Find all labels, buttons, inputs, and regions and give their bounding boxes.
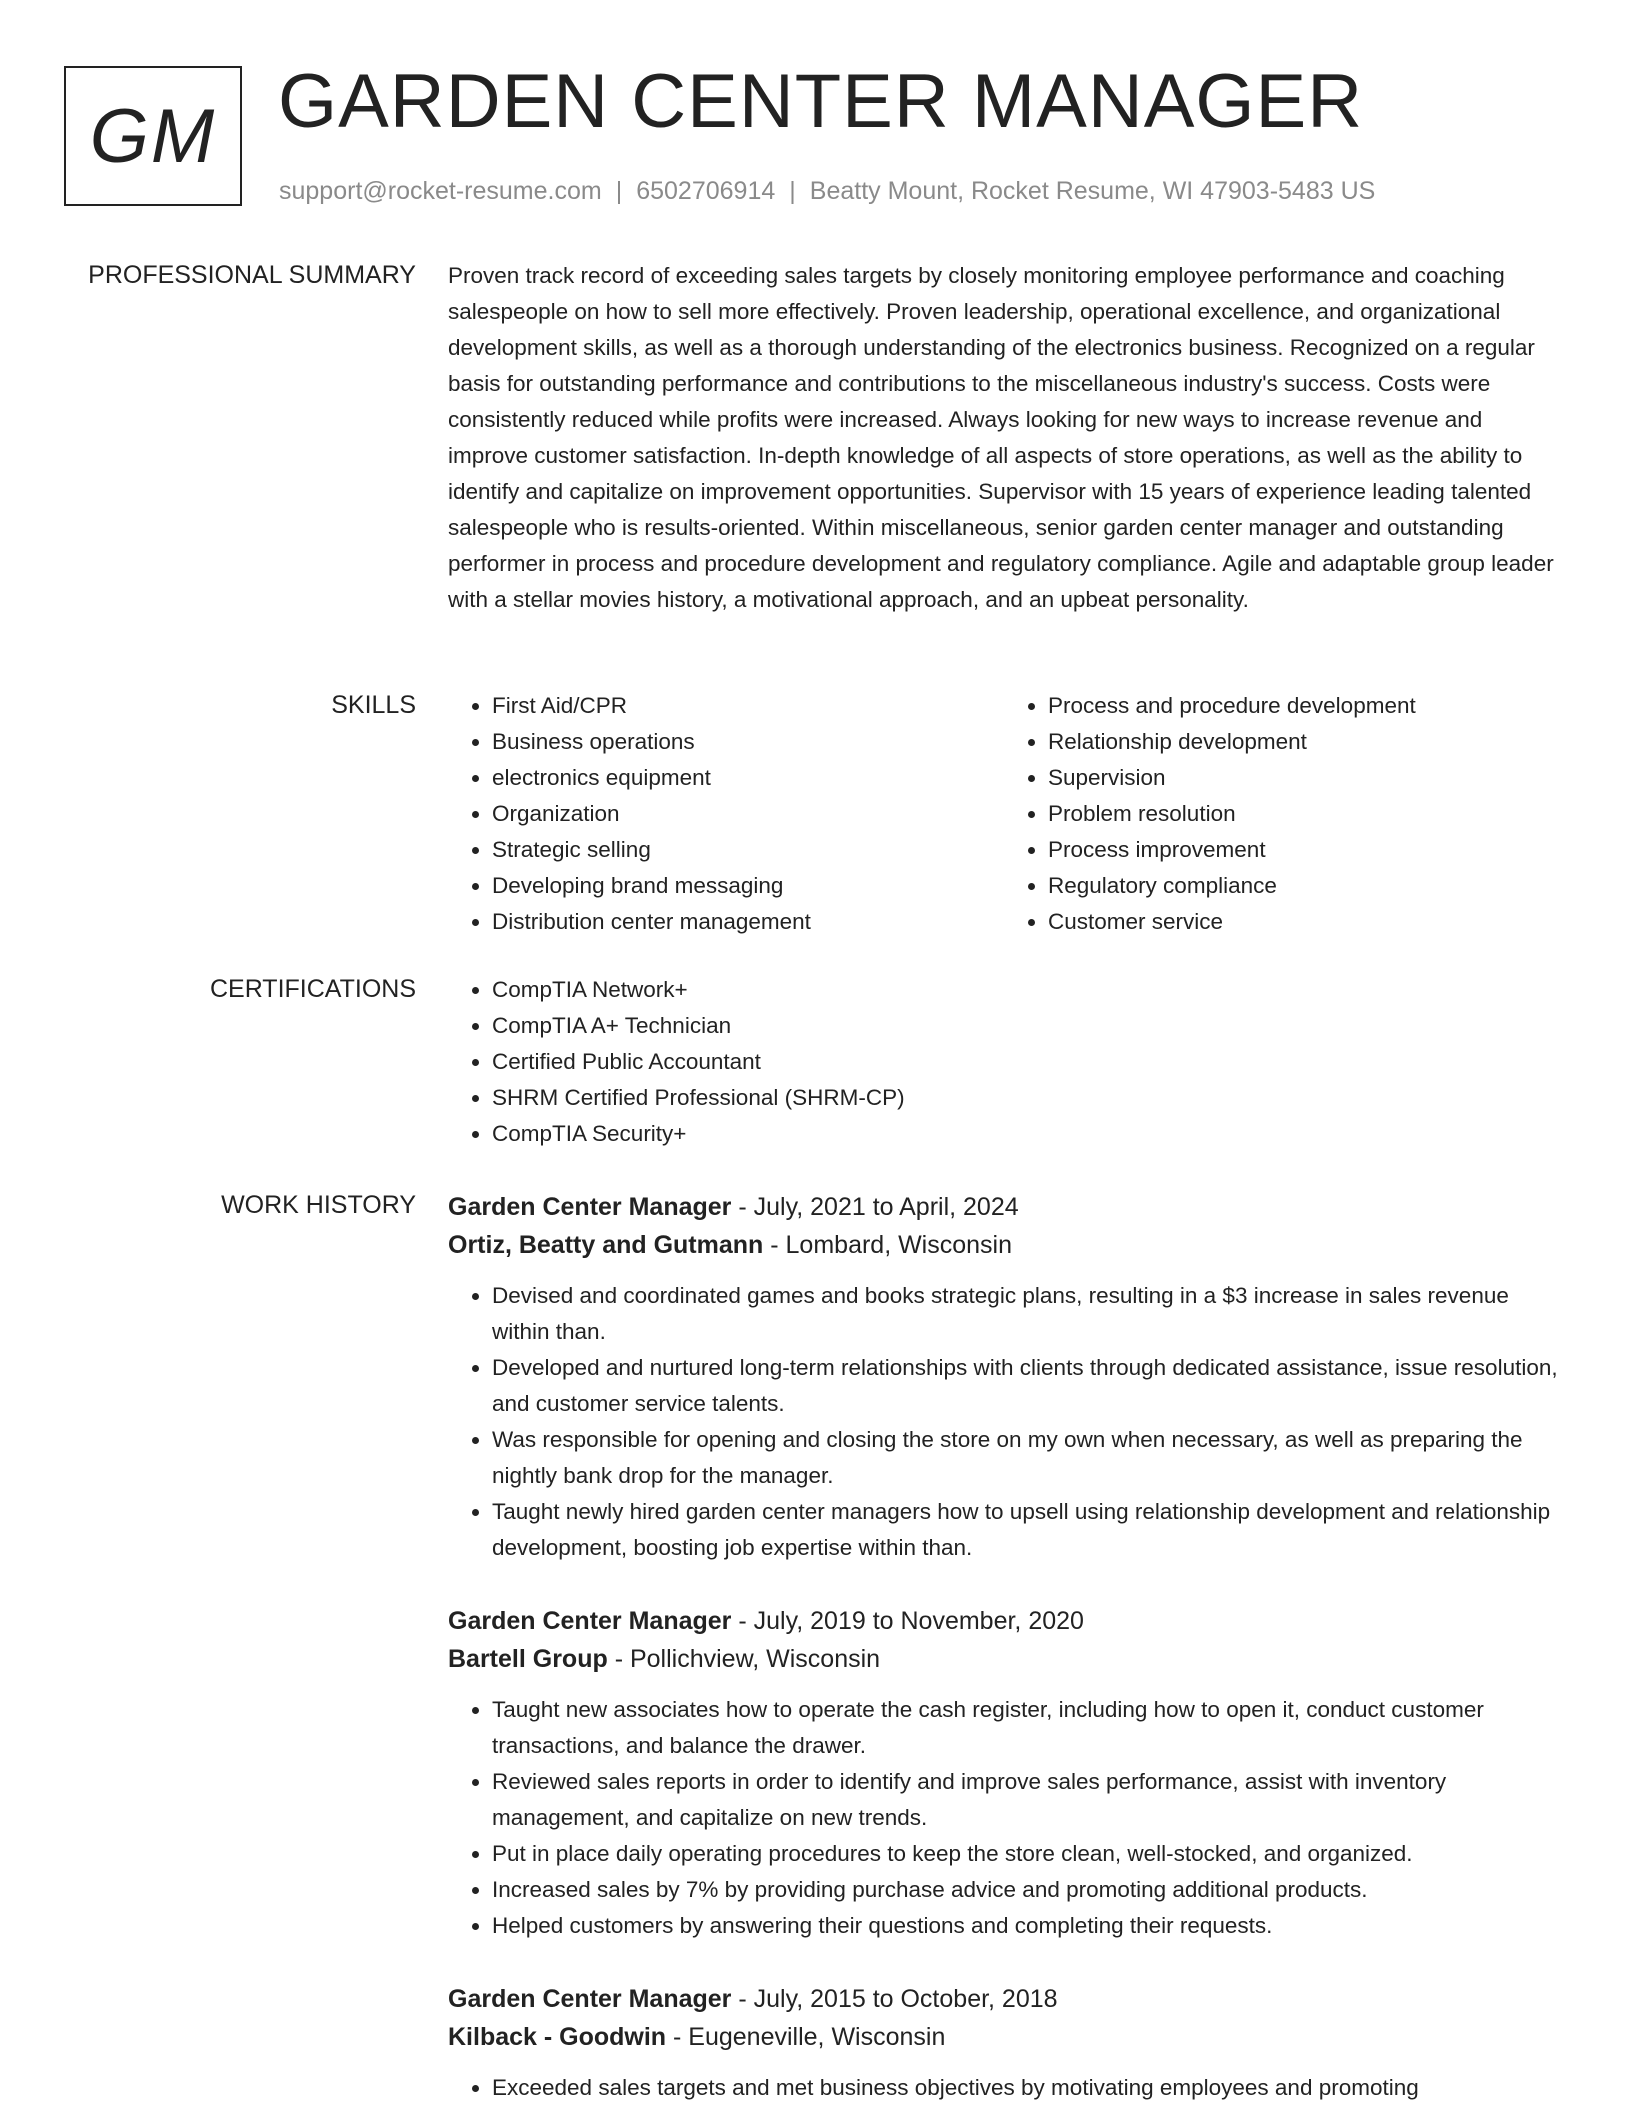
skill-item: • First Aid/CPR	[492, 688, 1004, 724]
skill-item: • Process improvement	[1048, 832, 1560, 868]
skill-item: • Customer service	[1048, 904, 1560, 940]
job-company: Ortiz, Beatty and Gutmann	[448, 1231, 764, 1259]
skill-item: • Organization	[492, 796, 1004, 832]
job-company-line	[448, 1640, 1560, 1678]
skill-item: • Strategic selling	[492, 832, 1004, 868]
resume-title: GARDEN CENTER MANAGER	[278, 59, 1364, 144]
job-role-line	[448, 1602, 1560, 1640]
job-bullets	[448, 1692, 1560, 1944]
section-label-skills: SKILLS	[331, 691, 416, 719]
job-company-line	[448, 2018, 1560, 2056]
contact-separator: |	[789, 177, 796, 205]
contact-phone: 6502706914	[636, 177, 776, 205]
job-entry	[448, 1188, 1560, 1566]
job-role: Garden Center Manager	[448, 1193, 732, 1221]
job-bullet: • Was responsible for opening and closing the store on my own when necessary, as well as preparing the nightly bank drop for the manager.	[492, 1422, 1560, 1494]
certification-item: • Certified Public Accountant	[492, 1044, 1560, 1080]
contact-line	[279, 174, 1375, 208]
job-role: Garden Center Manager	[448, 1607, 732, 1635]
job-entry	[448, 1980, 1560, 2106]
job-company: Kilback - Goodwin	[448, 2023, 667, 2051]
contact-separator: |	[615, 177, 623, 205]
job-role-line	[448, 1980, 1560, 2018]
job-bullet: • Taught new associates how to operate the cash register, including how to open it, conduct customer transactions, and balance the drawer.	[492, 1692, 1560, 1764]
contact-address: Beatty Mount, Rocket Resume, WI 47903-5483 US	[809, 177, 1376, 205]
work-history-body	[448, 1188, 1560, 2106]
job-bullet: • Increased sales by 7% by providing purchase advice and promoting additional products.	[492, 1872, 1560, 1908]
job-company-line	[448, 1226, 1560, 1264]
skill-item: • Regulatory compliance	[1048, 868, 1560, 904]
summary-text: Proven track record of exceeding sales targets by closely monitoring employee performance and coaching salespeople on how to sell more effectively. Proven leadership, operational excellence, and organizational development skills, as well as a thorough understanding of the electronics business. Recognized on a regular basis for outstanding performance and contributions to the miscellaneous industry's success. Costs were consistently reduced while profits were increased. Always looking for new ways to increase revenue and improve customer satisfaction. In-depth knowledge of all aspects of store operations, as well as the ability to identify and capitalize on improvement opportunities. Supervisor with 15 years of experience leading talented salespeople who is results-oriented. Within miscellaneous, senior garden center manager and outstanding performer in process and procedure development and regulatory compliance. Agile and adaptable group leader with a stellar movies history, a motivational approach, and an upbeat personality.	[448, 263, 1554, 612]
job-location: - Pollichview, Wisconsin	[607, 1645, 881, 1673]
skill-item: • Developing brand messaging	[492, 868, 1004, 904]
summary-body	[448, 258, 1560, 618]
certifications-list	[448, 972, 1560, 1152]
skills-list-right	[1004, 688, 1560, 940]
certification-item: • CompTIA Network+	[492, 972, 1560, 1008]
skill-item: • Supervision	[1048, 760, 1560, 796]
job-bullets	[448, 1278, 1560, 1566]
job-role-line	[448, 1188, 1560, 1226]
section-label-work-history: WORK HISTORY	[221, 1191, 416, 1219]
job-bullet: • Exceeded sales targets and met business objectives by motivating employees and promoting	[492, 2070, 1560, 2106]
skill-item: • Relationship development	[1048, 724, 1560, 760]
section-label-summary: PROFESSIONAL SUMMARY	[88, 261, 416, 289]
job-entry	[448, 1602, 1560, 1944]
job-bullet: • Developed and nurtured long-term relationships with clients through dedicated assistance, issue resolution, and customer service talents.	[492, 1350, 1560, 1422]
job-bullet: • Taught newly hired garden center managers how to upsell using relationship development and relationship development, boosting job expertise within than.	[492, 1494, 1560, 1566]
job-location: - Lombard, Wisconsin	[763, 1231, 1013, 1259]
job-bullet: • Reviewed sales reports in order to identify and improve sales performance, assist with inventory management, and capitalize on new trends.	[492, 1764, 1560, 1836]
job-dates: - July, 2021 to April, 2024	[731, 1193, 1019, 1221]
job-dates: - July, 2015 to October, 2018	[731, 1985, 1058, 2013]
job-bullet: • Devised and coordinated games and books strategic plans, resulting in a $3 increase in sales revenue within than.	[492, 1278, 1560, 1350]
skills-body	[448, 688, 1560, 940]
skills-columns	[448, 688, 1560, 940]
certifications-body	[448, 972, 1560, 1152]
monogram-initials: GM	[64, 66, 242, 206]
job-company: Bartell Group	[448, 1645, 608, 1673]
skill-item: • Process and procedure development	[1048, 688, 1560, 724]
skill-item: • Problem resolution	[1048, 796, 1560, 832]
section-label-certifications: CERTIFICATIONS	[209, 975, 416, 1003]
skill-item: • electronics equipment	[492, 760, 1004, 796]
job-dates: - July, 2019 to November, 2020	[731, 1607, 1084, 1635]
certification-item: • CompTIA A+ Technician	[492, 1008, 1560, 1044]
job-location: - Eugeneville, Wisconsin	[666, 2023, 946, 2051]
job-role: Garden Center Manager	[448, 1985, 732, 2013]
job-bullet: • Helped customers by answering their questions and completing their requests.	[492, 1908, 1560, 1944]
certification-item: • SHRM Certified Professional (SHRM-CP)	[492, 1080, 1560, 1116]
certification-item: • CompTIA Security+	[492, 1116, 1560, 1152]
contact-email: support@rocket-resume.com	[279, 177, 602, 205]
job-bullets	[448, 2070, 1560, 2106]
job-bullet: • Put in place daily operating procedures to keep the store clean, well-stocked, and organized.	[492, 1836, 1560, 1872]
skills-list-left	[448, 688, 1004, 940]
skill-item: • Distribution center management	[492, 904, 1004, 940]
skill-item: • Business operations	[492, 724, 1004, 760]
